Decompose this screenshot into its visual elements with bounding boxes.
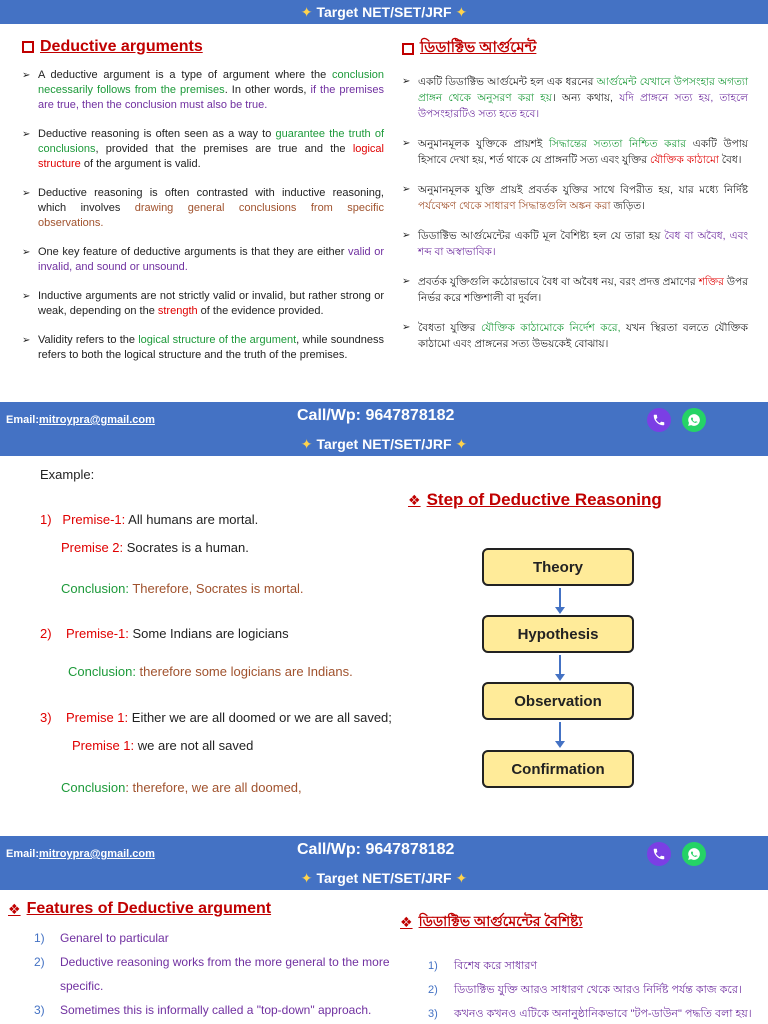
bullet-item	[22, 68, 384, 113]
bullet-text-segment: of the argument is valid.	[80, 158, 201, 170]
bullet-text-segment: Deductive reasoning is often seen as a way to	[38, 128, 276, 140]
bullet-text-segment: একটি উপায় হিসাবে দেখা হয়, শর্ত থাকে যে প্রাঙ্গনটি সত্য এবং যুক্তির	[418, 138, 748, 166]
bullet-text-segment: of the evidence provided.	[197, 305, 324, 317]
arrow-down-icon	[559, 655, 561, 679]
feature-item	[34, 998, 402, 1022]
example-3-conclusion: Conclusion: therefore, we are all doomed,	[61, 780, 302, 795]
bullet-text-segment: বৈধতা যুক্তির	[418, 322, 481, 334]
bullet-text-segment: অনুমানমূলক যুক্তি প্রায়ই প্রবর্তক যুক্তির সাথে বিপরীত হয়, যার মধ্যে নির্দিষ্ট	[418, 184, 748, 196]
feature-number: 3)	[428, 1008, 438, 1020]
feature-text: Genarel to particular	[60, 931, 169, 945]
phone-icon[interactable]	[647, 842, 671, 866]
bullet-item	[22, 289, 384, 319]
feature-item	[34, 926, 402, 950]
butterfly-icon	[301, 4, 313, 21]
bullet-item	[22, 333, 384, 363]
feature-list-bn	[428, 954, 758, 1024]
bullet-item	[402, 228, 748, 260]
feature-item	[428, 1002, 758, 1024]
bullet-text-segment: drawing general conclusions from specific observations.	[38, 202, 384, 229]
bullet-text-segment: প্রবর্তক যুক্তিগুলি কঠোরভাবে বৈধ বা অবৈধ নয়, বরং প্রদত্ত প্রমাণের	[418, 276, 699, 288]
feature-number: 3)	[34, 1003, 45, 1017]
bullet-text-segment: সিদ্ধান্তের সত্যতা নিশ্চিত করার	[549, 138, 687, 150]
bullet-text-segment: বৈধ।	[718, 154, 742, 166]
feature-number: 2)	[34, 955, 45, 969]
flow-step-theory: Theory	[482, 548, 634, 586]
feature-item	[428, 978, 758, 1002]
brand-bar	[0, 866, 768, 890]
bullet-text-segment: One key feature of deductive arguments is that they are either	[38, 246, 349, 258]
brand-bar	[0, 0, 768, 24]
bullet-text-segment: । অন্য কথায়,	[552, 92, 620, 104]
diamond-bullet-icon: ❖	[400, 913, 413, 930]
bullet-text-segment: conclusion necessarily follows from the premises	[38, 69, 384, 96]
brand-target-label: Target NET/SET/JRF	[316, 870, 452, 886]
example-1-premise-1: 1) Premise-1: All humans are mortal.	[40, 512, 259, 527]
example-label: Example:	[40, 467, 95, 482]
bullet-text-segment: , provided that the premises are true and the	[95, 143, 353, 155]
heading-deductive-bn: ডিডাক্টিভ আর্গুমেন্ট	[402, 36, 536, 61]
bullet-item	[402, 74, 748, 122]
feature-number: 2)	[428, 984, 438, 996]
email-text: Email:mitroypra@gmail.com	[6, 848, 155, 860]
bullet-item	[22, 186, 384, 231]
bullet-text-segment: যদি প্রাঙ্গনে সত্য হয়, তাহলে উপসংহারটিও সত্য হতে হবে।	[418, 92, 749, 120]
flow-step-observation: Observation	[482, 682, 634, 720]
bullet-text-segment: উপর নির্ভর করে শক্তিশালী বা দুর্বল।	[418, 276, 748, 304]
whatsapp-icon[interactable]	[682, 842, 706, 866]
feature-item	[428, 954, 758, 978]
feature-text: ডিডাক্টিভ যুক্তি আরও সাধারণ থেকে আরও নির্দিষ্ট পর্যন্ত কাজ করে।	[454, 984, 742, 996]
bullet-item	[22, 245, 384, 275]
bullet-text-segment: শক্তির	[698, 276, 724, 288]
butterfly-icon	[301, 870, 313, 887]
bullet-item	[22, 127, 384, 172]
bullet-list-en	[22, 68, 384, 377]
email-link[interactable]: mitroypra@gmail.com	[39, 414, 155, 426]
bullet-text-segment: আর্গুমেন্ট যেখানে উপসংহার অগত্যা প্রাঙ্গন থেকে অনুসরণ করা হয়	[418, 76, 748, 104]
bullet-item	[402, 136, 748, 168]
flow-step-hypothesis: Hypothesis	[482, 615, 634, 653]
heading-deductive-en: Deductive arguments	[22, 38, 203, 56]
call-number: Call/Wp: 9647878182	[297, 841, 455, 858]
checkbox-icon	[402, 43, 414, 55]
example-2-conclusion: Conclusion: therefore some logicians are Indians.	[68, 664, 353, 679]
bullet-text-segment: . In other words,	[224, 84, 311, 96]
feature-text: Sometimes this is informally called a "top-down" approach.	[60, 1003, 372, 1017]
feature-text: বিশেষ করে সাধারণ	[454, 960, 538, 972]
bullet-text-segment: , while soundness refers to both the logical structure and the truth of the premises.	[38, 334, 384, 361]
bullet-text-segment: A deductive argument is a type of argument where the	[38, 69, 333, 81]
example-1-conclusion: Conclusion: Therefore, Socrates is mortal.	[61, 581, 304, 596]
bullet-text-segment: Inductive arguments are not strictly valid or invalid, but rather strong or weak, depending on the	[38, 290, 384, 317]
brand-bar	[0, 432, 768, 456]
example-3-premise-1: 3) Premise 1: Either we are all doomed or we are all saved;	[40, 710, 392, 725]
example-1-premise-2: Premise 2: Socrates is a human.	[61, 540, 249, 555]
bullet-text-segment: অনুমানমূলক যুক্তিকে প্রায়শই	[418, 138, 550, 150]
bullet-text-segment: Deductive reasoning is often contrasted with inductive reasoning, which involves	[38, 187, 384, 214]
diamond-bullet-icon: ❖	[8, 900, 21, 917]
butterfly-icon	[456, 436, 468, 453]
bullet-text-segment: জড়িত।	[610, 200, 645, 212]
bullet-text-segment: if the premises are true, then the conclusion must also be true.	[38, 84, 384, 111]
butterfly-icon	[301, 436, 313, 453]
bullet-text-segment: logical structure	[38, 143, 384, 170]
bullet-item	[402, 182, 748, 214]
bullet-text-segment: valid or invalid, and sound or unsound.	[38, 246, 384, 273]
bullet-text-segment: পর্যবেক্ষণ থেকে সাধারণ সিদ্ধান্তগুলি অঙ্কন করা	[418, 200, 611, 212]
bullet-text-segment: বৈধ বা অবৈধ, এবং শব্দ বা অস্বাভাবিক।	[418, 230, 748, 258]
bullet-text-segment: strength	[157, 305, 198, 317]
whatsapp-icon[interactable]	[682, 408, 706, 432]
bullet-text-segment: একটি ডিডাক্টিভ আর্গুমেন্ট হল এক ধরনের	[418, 76, 597, 88]
butterfly-icon	[456, 4, 468, 21]
bullet-text-segment: guarantee the truth of conclusions	[38, 128, 385, 155]
bullet-list-bn	[402, 74, 748, 366]
feature-text: কখনও কখনও এটিকে অনানুষ্ঠানিকভাবে "টপ-ডাউন" পদ্ধতি বলা হয়।	[454, 1008, 752, 1020]
feature-list-en	[34, 926, 402, 1022]
bullet-item	[402, 320, 748, 352]
bullet-text-segment: যখন স্থিরতা বলতে যৌক্তিক কাঠামো এবং প্রাঙ্গনের সত্য উভয়কেই বোঝায়।	[418, 322, 748, 350]
arrow-down-icon	[559, 588, 561, 612]
feature-number: 1)	[34, 931, 45, 945]
feature-text: Deductive reasoning works from the more general to the more specific.	[60, 955, 390, 993]
bullet-item	[402, 274, 748, 306]
heading-features-bn: ❖ ডিডাক্টিভ আর্গুমেন্টের বৈশিষ্ট্য	[400, 913, 583, 930]
feature-item	[34, 950, 402, 998]
call-number: Call/Wp: 9647878182	[297, 407, 455, 424]
checkbox-icon	[22, 41, 34, 53]
butterfly-icon	[456, 870, 468, 887]
feature-number: 1)	[428, 960, 438, 972]
example-2-premise-1: 2) Premise-1: Some Indians are logicians	[40, 626, 289, 641]
bullet-text-segment: Validity refers to the	[38, 334, 139, 346]
diamond-bullet-icon: ❖	[408, 491, 421, 508]
heading-features-en: ❖ Features of Deductive argument	[8, 900, 272, 917]
section-title-steps: ❖ Step of Deductive Reasoning	[408, 490, 662, 509]
bullet-text-segment: যৌক্তিক কাঠামো	[649, 154, 719, 166]
email-text: Email:mitroypra@gmail.com	[6, 414, 155, 426]
email-link[interactable]: mitroypra@gmail.com	[39, 848, 155, 860]
brand-target-label: Target NET/SET/JRF	[316, 436, 452, 452]
bullet-text-segment: ডিডাক্টিভ আর্গুমেন্টের একটি মূল বৈশিষ্ট্য হল যে তারা হয়	[418, 230, 665, 242]
phone-icon[interactable]	[647, 408, 671, 432]
example-3-premise-2: Premise 1: we are not all saved	[72, 738, 254, 753]
brand-target-label: Target NET/SET/JRF	[316, 4, 452, 20]
bullet-text-segment: যৌক্তিক কাঠামোকে নির্দেশ করে,	[480, 322, 621, 334]
flow-step-confirmation: Confirmation	[482, 750, 634, 788]
arrow-down-icon	[559, 722, 561, 746]
bullet-text-segment: logical structure of the argument	[138, 334, 297, 346]
